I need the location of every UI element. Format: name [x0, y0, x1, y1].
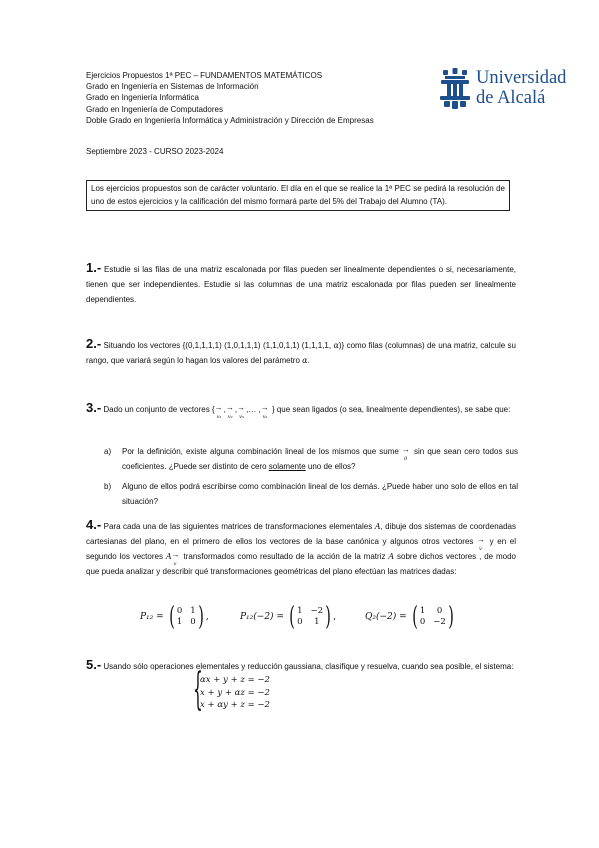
equation: x + y + αz = −2	[200, 687, 270, 698]
matrix-symbol: A	[165, 552, 172, 561]
vector-v	[171, 550, 181, 568]
vector-arrow-icon: →	[237, 403, 246, 413]
brace-icon: {	[193, 664, 203, 715]
vector-label: 0	[403, 456, 408, 463]
exercise-number: 5.-	[86, 657, 102, 672]
degree-line: Grado en Ingeniería de Computadores	[86, 104, 223, 114]
exercise-text: sobre dichos vectores , de modo que pueda analizar y describir qué transformaciones geométricas del plano efectúan las matrices dadas:	[86, 552, 517, 576]
university-crest-icon	[438, 68, 472, 110]
exercise-4	[86, 517, 516, 579]
exercise-number: 3.-	[86, 400, 102, 415]
exercise-number: 1.-	[86, 260, 102, 275]
exercise-text: Estudie si las filas de una matriz escalonada por filas pueden ser linealmente dependientes o si, necesariamente, tienen que ser independientes. Estudie si las columnas de una matriz escalonada por filas pueden ser linealmente dependientes.	[86, 265, 516, 304]
vector-arrow-icon: →	[225, 403, 234, 413]
matrix-entry: −2	[310, 606, 324, 616]
exercise-text: y en el segundo los vectores	[86, 537, 516, 561]
alpha-symbol: α	[333, 341, 339, 350]
exercise-text: Para cada una de las siguientes matrices de transformaciones elementales	[101, 522, 375, 531]
vector-arrow-icon: →	[401, 445, 410, 455]
matrix-entry: 0	[176, 606, 183, 616]
logo-word-alcala: de Alcalá	[476, 88, 546, 108]
separator: ,	[333, 612, 337, 622]
vector-v2	[225, 403, 235, 421]
exercise-1	[86, 260, 516, 307]
matrix-entry: 1	[314, 617, 320, 627]
vector-label: v₂	[227, 414, 233, 421]
vector-vk	[260, 403, 270, 421]
degree-line: Grado en Ingeniería en Sistemas de Información	[86, 82, 259, 92]
left-paren: (	[411, 602, 418, 632]
matrix-symbol: A	[374, 522, 381, 531]
vector-label: vₖ	[262, 414, 268, 421]
matrix-entry: 0	[436, 606, 443, 616]
right-paren: )	[448, 602, 454, 632]
logo-word-universidad: Universidad	[476, 68, 567, 88]
university-logo	[438, 68, 567, 110]
exercise-text: transformados como resultado de la acción de la matriz	[180, 552, 389, 561]
item-label: b)	[104, 482, 112, 491]
matrix-entries	[177, 606, 196, 628]
matrix-entries	[420, 606, 446, 628]
degree-line: Doble Grado en Ingeniería Informática y Administración y Dirección de Empresas	[86, 115, 374, 125]
exercise-5	[86, 657, 516, 674]
left-paren: (	[289, 602, 295, 632]
exercise-text: .	[307, 356, 310, 365]
matrix-entry: 1	[419, 606, 426, 616]
exercise-text: Dado un conjunto de vectores {	[101, 405, 215, 414]
item-text: Por la definición, existe alguna combinación lineal de los mismos que sume	[122, 447, 402, 456]
matrix-label: P₁₂(−2) =	[240, 612, 284, 622]
item-text: uno de ellos?	[305, 462, 356, 471]
vector-v1	[214, 403, 224, 421]
exercise-text: Usando sólo operaciones elementales y reducción gaussiana, clasifique y resuelva, cuando sea posible, el sistema:	[101, 662, 514, 671]
exercise-3-item-a	[104, 444, 518, 474]
vector-label: v₃	[239, 414, 244, 421]
vector-v3	[237, 403, 246, 421]
matrix-label: P₁₂ =	[140, 612, 164, 622]
matrix-label: Q₂(−2) =	[365, 612, 407, 622]
document-header	[86, 70, 426, 126]
separator: ,	[205, 612, 209, 622]
item-label: a)	[104, 447, 112, 456]
matrix-q2-minus2	[365, 603, 456, 631]
exercise-2	[86, 336, 516, 368]
vector-arrow-icon: →	[171, 550, 180, 560]
equation: x + αy + z = −2	[200, 700, 270, 710]
exercise-number: 4.-	[86, 517, 102, 532]
matrix-entry: 1	[190, 606, 196, 616]
zero-vector	[401, 445, 411, 463]
vector-label: v	[173, 561, 177, 568]
matrix-entry: 0	[297, 617, 303, 627]
item-text: sin que sean cero todos sus coeficientes. ¿Puede ser distinto de cero	[122, 447, 519, 471]
exercise-text: )} como filas (columnas) de una matriz, calcule su rango, que variará según lo hagan los valores del parámetro	[86, 341, 516, 365]
matrix-entry: 1	[297, 606, 303, 616]
exercise-text: Situando los vectores {(0,1,1,1,1) (1,0,1,1,1) (1,1,0,1,1) (1,1,1,1,	[101, 341, 334, 350]
left-paren: (	[168, 602, 175, 632]
equation: αx + y + z = −2	[200, 675, 270, 685]
vector-v	[477, 535, 486, 553]
date-line: Septiembre 2023 - CURSO 2023-2024	[86, 147, 224, 156]
vector-arrow-icon: →	[477, 535, 486, 545]
exercise-number: 2.-	[86, 336, 102, 351]
matrix-entries	[297, 606, 323, 628]
vector-arrow-icon: →	[260, 403, 269, 413]
vector-arrow-icon: →	[214, 403, 223, 413]
matrix-p12-minus2	[240, 603, 336, 631]
matrix-p12	[140, 603, 209, 631]
degree-line: Grado en Ingeniería Informática	[86, 93, 199, 103]
course-title: Ejercicios Propuestos 1ª PEC – FUNDAMENTOS MATEMÁTICOS	[86, 71, 323, 80]
matrix-entry: 0	[419, 617, 426, 627]
exercise-3-item-b	[104, 479, 518, 509]
vector-label: v₁	[216, 414, 222, 421]
right-paren: )	[197, 602, 204, 632]
underlined-word: solamente	[268, 462, 306, 471]
ellipsis: ,… ,	[246, 405, 261, 414]
matrix-symbol: A	[388, 552, 395, 561]
alpha-symbol: α	[302, 356, 308, 365]
matrix-entry: 1	[176, 617, 183, 627]
right-paren: )	[325, 602, 331, 632]
matrices-row	[140, 603, 500, 631]
exercise-text: } que sean ligados (o sea, linealmente dependientes), se sabe que:	[269, 405, 511, 414]
matrix-entry: 0	[190, 617, 196, 627]
exercise-3: 3.- Dado un conjunto de vectores { → v₁ , → v₂ , → v₃ ,… , → vₖ } que sean ligados (o sea, linealmente dependientes), se sabe que:	[86, 400, 516, 417]
item-text: Alguno de ellos podrá escribirse como combinación lineal de los demás. ¿Puede haber uno solo de ellos en tal situación?	[122, 482, 518, 506]
vector-label: v	[479, 546, 482, 553]
exercise-text: , dibuje dos sistemas de coordenadas cartesianas del plano, en el primero de ellos los vectores de la base canónica y algunos otros vectores	[86, 522, 516, 546]
notice-box: Los ejercicios propuestos son de carácter voluntario. El día en el que se realice la 1ª PEC se pedirá la resolución de uno de estos ejercicios y la calificación del mismo formará parte del 5% del Trabajo del Alumno (TA).	[86, 180, 510, 211]
equation-system	[193, 664, 293, 715]
matrix-entry: −2	[433, 617, 446, 627]
